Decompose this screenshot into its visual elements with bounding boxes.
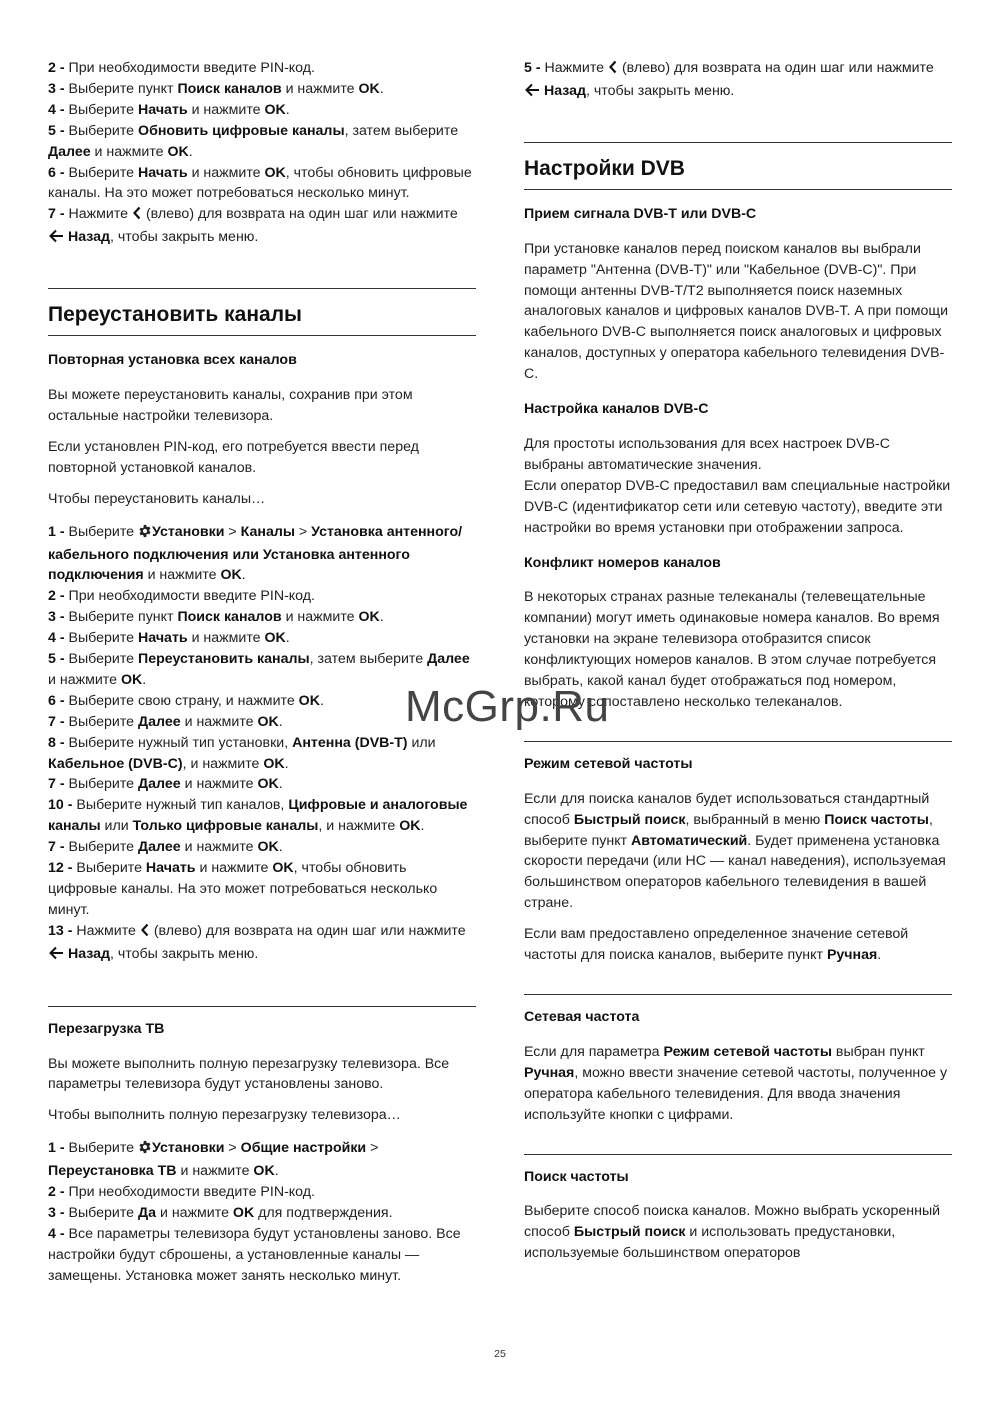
dvb-subtitle: Поиск частоты xyxy=(524,1168,629,1185)
section-divider xyxy=(48,1006,476,1007)
step-item: 2 - При необходимости введите PIN-код. xyxy=(48,1184,315,1201)
reset-steps xyxy=(48,1138,476,1286)
step-item: 5 - Выберите Переустановить каналы, затем выберите Далее и нажмите OK. xyxy=(48,651,470,688)
step-item: 10 - Выберите нужный тип каналов, Цифровые и аналоговые каналы или Только цифровые каналы, и нажмите OK. xyxy=(48,797,468,835)
reinstall-paragraphs xyxy=(48,385,476,510)
step-number: 5 - xyxy=(524,60,541,76)
step-item: 4 - Выберите Начать и нажмите OK. xyxy=(48,630,290,647)
step-item: 7 - Выберите Далее и нажмите OK. xyxy=(48,713,283,730)
step-number: 3 - xyxy=(48,609,65,626)
step-number: 2 - xyxy=(48,1184,65,1201)
paragraph: Если вам предоставлено определенное значение сетевой частоты для поиска каналов, выберите пункт Ручная. xyxy=(524,926,909,964)
page-number: 25 xyxy=(494,1348,506,1360)
dvb-sections xyxy=(524,204,952,1264)
title-underline xyxy=(524,189,952,190)
step-item: 3 - Выберите пункт Поиск каналов и нажмите OK. xyxy=(48,80,384,97)
step-item: 1 - Выберите Установки > Каналы > Установка антенного/кабельного подключения или Установка антенного подключения и нажмите OK. xyxy=(48,523,463,584)
step-number: 2 - xyxy=(48,60,65,76)
paragraph: Для простоты использования для всех настроек DVB-C выбраны автоматические значения. Если оператор DVB-C предоставил вам специальные настройки DVB-C (идентификатор сети или сетевую частоту), введите эти настройки во время установки при отображении запроса. xyxy=(524,435,951,536)
step-item: 4 - Выберите Начать и нажмите OK. xyxy=(48,101,290,118)
paragraph: Если для параметра Режим сетевой частоты выбран пункт Ручная, можно ввести значение сетевой частоты, полученное у оператора кабельного телевидения. Для ввода значения используйте кнопки с цифрами. xyxy=(524,1043,948,1123)
step-item: 2 - При необходимости введите PIN-код. xyxy=(48,60,315,76)
title-underline xyxy=(48,335,476,336)
step-number: 2 - xyxy=(48,588,65,605)
step-number: 13 - xyxy=(48,922,73,939)
gear-icon xyxy=(138,1140,152,1161)
step-number: 6 - xyxy=(48,692,65,709)
subtitle-reinstall-all: Повторная установка всех каналов xyxy=(48,352,297,369)
section-divider xyxy=(524,994,952,995)
step-item: 6 - Выберите свою страну, и нажмите OK. xyxy=(48,692,324,709)
step-item: 5 - Нажмите (влево) для возврата на один шаг или нажмите Назад, чтобы закрыть меню. xyxy=(524,58,952,104)
section-divider xyxy=(524,741,952,742)
step-number: 7 - xyxy=(48,206,65,223)
dvb-subtitle: Прием сигнала DVB-T или DVB-C xyxy=(524,205,757,222)
dvb-subtitle: Конфликт номеров каналов xyxy=(524,554,721,571)
dvb-subtitle: Сетевая частота xyxy=(524,1009,640,1025)
step-number: 7 - xyxy=(48,839,65,856)
step-number: 12 - xyxy=(48,860,73,877)
back-arrow-icon xyxy=(48,946,64,967)
step-number: 3 - xyxy=(48,1204,65,1221)
back-arrow-icon xyxy=(48,229,64,250)
step-number: 7 - xyxy=(48,713,65,730)
section-title-dvb: Настройки DVB xyxy=(524,156,685,180)
step-item: 6 - Выберите Начать и нажмите OK, чтобы обновить цифровые каналы. На это может потребоваться несколько минут. xyxy=(48,164,472,202)
subtitle-tv-reset: Перезагрузка ТВ xyxy=(48,1020,165,1037)
step-number: 4 - xyxy=(48,630,65,647)
step-item: 1 - Выберите Установки > Общие настройки > Переустановка ТВ и нажмите OK. xyxy=(48,1140,379,1180)
step-number: 7 - xyxy=(48,776,65,793)
step-item: 3 - Выберите Да и нажмите OK для подтверждения. xyxy=(48,1204,393,1221)
step-item: 4 - Все параметры телевизора будут установлены заново. Все настройки будут сброшены, а установленные каналы — замещены. Установка может занять несколько минут. xyxy=(48,1225,461,1284)
step-number: 5 - xyxy=(48,651,65,668)
step-item: 5 - Выберите Обновить цифровые каналы, затем выберите Далее и нажмите OK. xyxy=(48,122,459,160)
step-number: 1 - xyxy=(48,523,65,540)
gear-icon xyxy=(138,524,152,545)
reset-paragraphs xyxy=(48,1054,476,1127)
left-column xyxy=(48,58,476,1287)
chevron-left-icon xyxy=(140,923,150,944)
step-number: 6 - xyxy=(48,164,65,181)
paragraph: Выберите способ поиска каналов. Можно выбрать ускоренный способ Быстрый поиск и использовать предустановки, используемые большинством операторов xyxy=(524,1203,941,1262)
intro-steps-left xyxy=(48,58,476,250)
paragraph: Вы можете выполнить полную перезагрузку телевизора. Все параметры телевизора будут установлены заново. xyxy=(48,1055,450,1093)
paragraph: Вы можете переустановить каналы, сохранив при этом остальные настройки телевизора. xyxy=(48,387,413,424)
step-item: 7 - Нажмите (влево) для возврата на один шаг или нажмите Назад, чтобы закрыть меню. xyxy=(48,204,476,250)
watermark: McGrp.Ru xyxy=(405,682,610,731)
section-divider xyxy=(524,142,952,143)
step-number: 3 - xyxy=(48,80,65,97)
step-number: 4 - xyxy=(48,1225,65,1242)
right-column xyxy=(524,58,952,1278)
section-divider xyxy=(524,1154,952,1155)
step-item: 7 - Выберите Далее и нажмите OK. xyxy=(48,839,283,856)
paragraph: Чтобы выполнить полную перезагрузку телевизора… xyxy=(48,1107,401,1124)
step-number: 1 - xyxy=(48,1140,65,1157)
reinstall-steps xyxy=(48,522,476,967)
step-number: 5 - xyxy=(48,122,65,139)
dvb-subtitle: Режим сетевой частоты xyxy=(524,755,693,772)
section-divider xyxy=(48,288,476,289)
step-item: 12 - Выберите Начать и нажмите OK, чтобы обновить цифровые каналы. На это может потребоваться несколько минут. xyxy=(48,860,438,918)
chevron-left-icon xyxy=(132,206,142,227)
step-number: 8 - xyxy=(48,734,65,751)
step-item: 3 - Выберите пункт Поиск каналов и нажмите OK. xyxy=(48,609,384,626)
chevron-left-icon xyxy=(608,60,618,81)
paragraph: В некоторых странах разные телеканалы (телевещательные компании) могут иметь одинаковые номера каналов. Во время установки на экране телевизора отобразится список конфликтующих номеров каналов. В этом случае потребуется выбрать, какой канал будет отображаться под номером, которому сопоставлено несколько телеканалов. xyxy=(524,589,940,710)
intro-steps-right xyxy=(524,58,952,104)
dvb-subtitle: Настройка каналов DVB-C xyxy=(524,401,709,418)
step-item: 7 - Выберите Далее и нажмите OK. xyxy=(48,776,283,793)
step-item: 13 - Нажмите (влево) для возврата на один шаг или нажмите Назад, чтобы закрыть меню. xyxy=(48,921,476,967)
paragraph: Чтобы переустановить каналы… xyxy=(48,490,266,507)
paragraph: Если установлен PIN-код, его потребуется ввести перед повторной установкой каналов. xyxy=(48,438,419,476)
paragraph: При установке каналов перед поиском каналов вы выбрали параметр "Антенна (DVB-T)" или "Кабельное (DVB-C)". При помощи антенны DVB-T/T2 выполняется поиск наземных аналоговых каналов и цифровых каналов DVB-T. А при помощи кабельного DVB-C выполняется поиск аналоговых и цифровых каналов, доступных у оператора кабельного телевидения DVB-C. xyxy=(524,240,949,383)
step-number: 4 - xyxy=(48,101,65,118)
step-item: 2 - При необходимости введите PIN-код. xyxy=(48,588,315,605)
back-arrow-icon xyxy=(524,83,540,104)
paragraph: Если для поиска каналов будет использоваться стандартный способ Быстрый поиск, выбранный в меню Поиск частоты, выберите пункт Автоматический. Будет применена установка скорости передачи (или НС — канал наведения), используемая большинством операторов кабельного телевидения в вашей стране. xyxy=(524,790,946,912)
step-number: 10 - xyxy=(48,797,73,814)
step-item: 8 - Выберите нужный тип установки, Антенна (DVB-T) или Кабельное (DVB-C), и нажмите OK. xyxy=(48,734,436,772)
section-title-reinstall: Переустановить каналы xyxy=(48,303,302,327)
